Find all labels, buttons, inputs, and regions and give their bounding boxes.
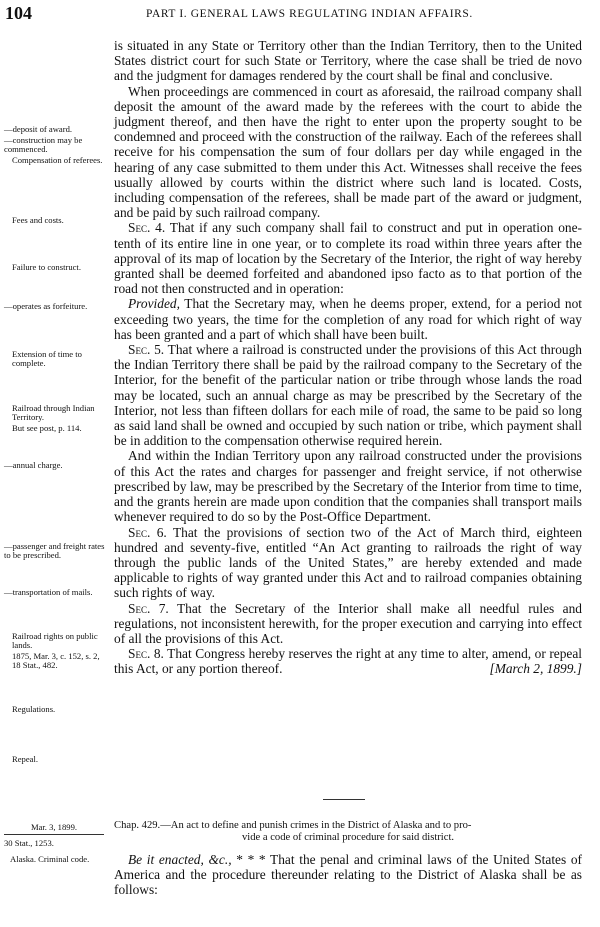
section-7	[114, 601, 582, 647]
margin-note-forfeiture: —operates as forfeiture.	[4, 301, 88, 311]
paragraph-deposit: When proceedings are commenced in court as aforesaid, the railroad company shall deposit the amount of the award made by the referees with the court to abide the judgment thereof, and then have the right to enter upon the property sought to be condemned and proceed with the construction of the railway. Each of the referees shall receive for his compensation the sum of four dollars per day while engaged in the hearing of any case submitted to them under this Act. Witnesses shall receive the fees usually allowed by courts within the district where such land is located. Costs, including compensation of the referees, shall be made part of the award or judgment, and be paid by such railroad company.	[114, 83, 582, 221]
chapter-side-stat: 30 Stat., 1253.	[4, 838, 54, 848]
margin-note-railroad-indian: Railroad through Indian Territory.	[12, 403, 95, 423]
section-5-label: Sec. 5.	[128, 342, 165, 358]
margin-note-failure: Failure to construct.	[12, 262, 81, 272]
margin-note-extension: Extension of time to complete.	[12, 349, 82, 369]
enacting-stars: * * *	[236, 852, 266, 867]
proviso	[114, 296, 582, 342]
body-text	[114, 38, 582, 677]
section-6-label: Sec. 6.	[128, 524, 167, 540]
section-8-label: Sec. 8.	[128, 646, 164, 662]
section-6	[114, 525, 582, 601]
section-5-text: That where a railroad is constructed under the provisions of this Act through the Indian Territory there shall be paid by the railroad company to the Secretary of the Interior, for the benefit of the particular nation or tribe through whose lands the road may be located, such an annual charge as may be prescribed by the Secretary of the Interior, not less than fifteen dollars for each mile of road, the same to be paid so long as said land shall be owned and occupied by such nation or tribe, which payment shall be in addition to the compensation otherwise required herein.	[114, 342, 582, 449]
approval-date: [March 2, 1899.]	[489, 661, 582, 677]
margin-note-regulations: Regulations.	[12, 704, 56, 714]
section-7-text: That the Secretary of the Interior shall make all needful rules and regulations, not inconsistent herewith, for the proper execution and carrying into effect of all the provisions of this Act.	[114, 600, 582, 646]
enacting-clause	[114, 852, 582, 898]
section-separator	[323, 799, 365, 800]
proviso-text: That the Secretary may, when he deems proper, extend, for a period not exceeding two years, the time for the completion of any road for which right of way has been granted and a part of which shall have been built.	[114, 296, 582, 342]
running-head: PART I. GENERAL LAWS REGULATING INDIAN AFFAIRS.	[146, 8, 473, 20]
section-8	[114, 646, 582, 676]
margin-note-compensation: Compensation of referees.	[12, 155, 103, 165]
page-number: 104	[5, 3, 32, 23]
chapter-title	[114, 820, 582, 844]
margin-note-passenger: —passenger and freight rates to be prescribed.	[4, 541, 105, 561]
section-4	[114, 220, 582, 296]
section-5	[114, 342, 582, 448]
section-8-text: That Congress hereby reserves the right at any time to alter, amend, or repeal this Act, or any portion thereof.	[114, 646, 583, 677]
chapter-title-line-1: Chap. 429.—An act to define and punish crimes in the District of Alaska and to pro-	[114, 820, 472, 831]
section-4-label: Sec. 4.	[128, 220, 166, 236]
margin-note-stat-ref: 1875, Mar. 3, c. 152, s. 2, 18 Stat., 482.	[12, 651, 100, 671]
margin-note-deposit: —deposit of award.	[4, 124, 73, 134]
paragraph-continuation: is situated in any State or Territory other than the Indian Territory, then to the United States district court for such State or Territory, where the case shall be tried de novo and the judgment for damages rendered by the court shall be final and conclusive.	[114, 38, 582, 84]
margin-note-mails: —transportation of mails.	[4, 587, 93, 597]
section-4-text: That if any such company shall fail to construct and put in operation one-tenth of its entire line in one year, or to complete its road within three years after the approval of its map of location by the Secretary of the Interior, the right of way hereby granted shall be deemed forfeited and abandoned ipso facto as to that portion of the road not then constructed and in operation:	[114, 220, 583, 297]
proviso-label: Provided,	[128, 296, 180, 312]
margin-note-rights-public: Railroad rights on public lands.	[12, 631, 98, 651]
margin-note-repeal: Repeal.	[12, 754, 39, 764]
margin-note-but-see: But see post, p. 114.	[12, 423, 82, 433]
chapter-side-date: Mar. 3, 1899.	[4, 822, 104, 835]
margin-note-annual-charge: —annual charge.	[4, 460, 63, 470]
section-7-label: Sec. 7.	[128, 600, 169, 616]
enacting-label: Be it enacted, &c.,	[128, 852, 232, 867]
chapter-side-subject: Alaska. Criminal code.	[10, 854, 90, 864]
paragraph-rates: And within the Indian Territory upon any railroad constructed under the provisions of this Act the rates and charges for passenger and freight service, if not otherwise prescribed by law, may be prescribed by the Secretary of the Interior from time to time, and the grants herein are made upon condition that the companies shall transport mails whenever required to do so by the Post-Office Department.	[114, 448, 583, 525]
chapter-title-line-2: vide a code of criminal procedure for said district.	[241, 832, 455, 843]
section-6-text: That the provisions of section two of the Act of March third, eighteen hundred and seventy-five, entitled “An Act granting to railroads the right of way through the public lands of the United States,” are hereby extended and made applicable to rights of way granted under this Act and to railroad companies obtaining such rights of way.	[114, 524, 583, 601]
margin-note-fees: Fees and costs.	[12, 215, 64, 225]
margin-note-construction: —construction may be commenced.	[4, 135, 83, 155]
enacting-text: That the penal and criminal laws of the United States of America and the procedure thereunder relating to the District of Alaska shall be as follows:	[114, 852, 583, 898]
